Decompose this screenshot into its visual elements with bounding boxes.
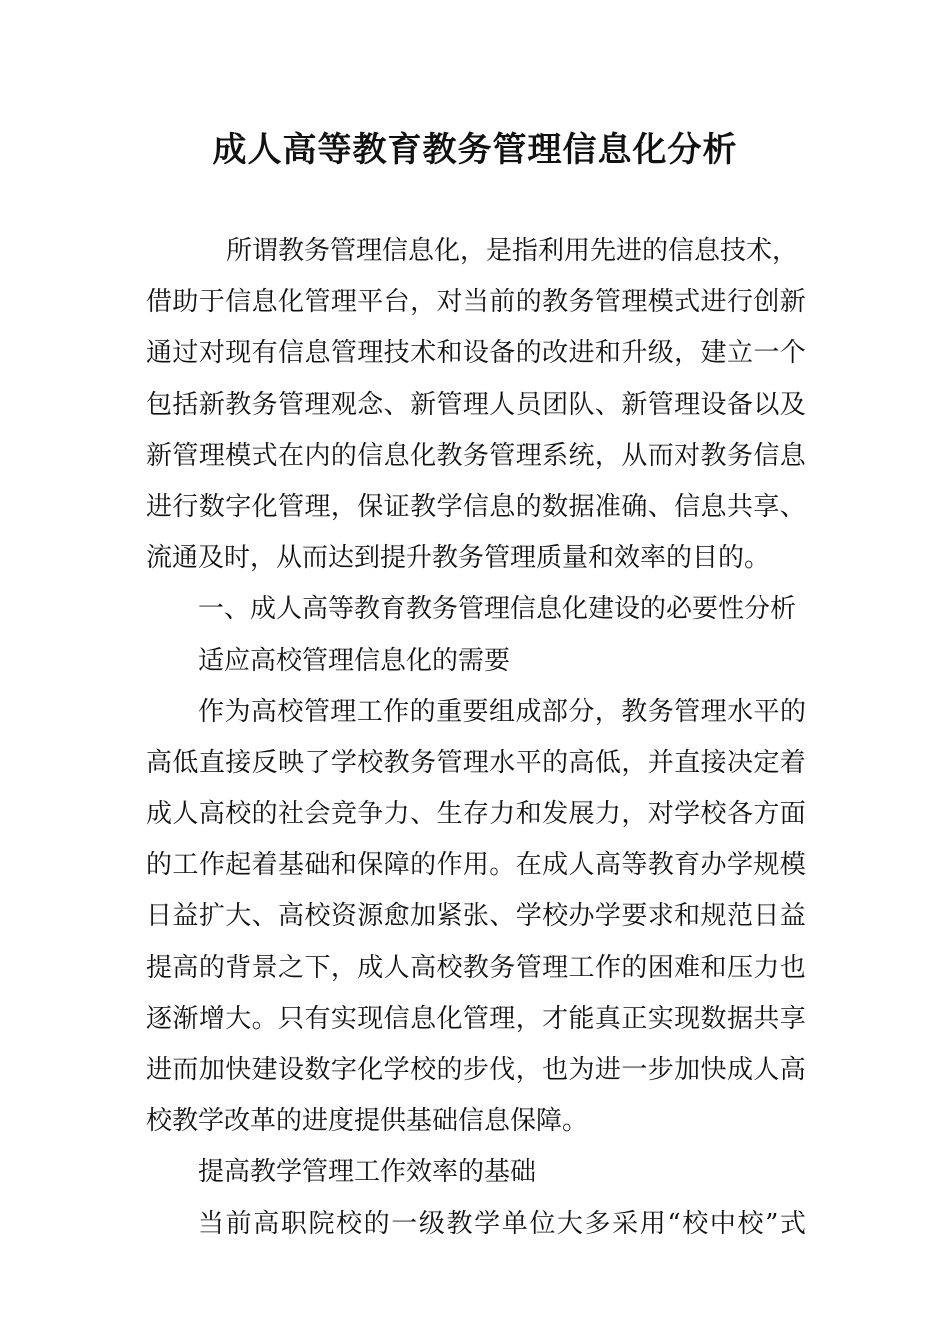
- paragraph-line: 通 过 对 现 有 信 息 管 理 技 术 和 设 备 的 改 进 和 升 级 ， 建 立 一 个: [146, 338, 806, 369]
- paragraph-line: 当 前 高 职 院 校 的 一 级 教 学 单 位 大 多 采 用 “ 校 中 校 ” 式: [198, 1208, 806, 1239]
- paragraph-line: 新 管 理 模 式 在 内 的 信 息 化 教 务 管 理 系 统 ， 从 而 对 教 务 信 息: [146, 440, 806, 471]
- section-heading: 一、成人高等教育教务管理信息化建设的必要性分析: [198, 594, 797, 625]
- paragraph-line: 成 人 高 校 的 社 会 竞 争 力 、 生 存 力 和 发 展 力 ， 对 学 校 各 方 面: [146, 799, 806, 830]
- document-title: 成人高等教育教务管理信息化分析: [212, 130, 738, 170]
- paragraph-line: 包 括 新 教 务 管 理 观 念 、 新 管 理 人 员 团 队 、 新 管 理 设 备 以 及: [146, 389, 806, 420]
- paragraph-line: 借 助 于 信 息 化 管 理 平 台 ， 对 当 前 的 教 务 管 理 模 式 进 行 创 新: [146, 287, 806, 318]
- subsection-heading: 提高教学管理工作效率的基础: [198, 1157, 537, 1188]
- paragraph-line: 校教学改革的进度提供基础信息保障。: [146, 1106, 589, 1137]
- paragraph-line: 高 低 直 接 反 映 了 学 校 教 务 管 理 水 平 的 高 低 ， 并 直 接 决 定 着: [146, 747, 806, 778]
- subsection-heading: 适应高校管理信息化的需要: [198, 645, 511, 676]
- paragraph-line: 流通及时，从而达到提升教务管理质量和效率的目的。: [146, 543, 771, 574]
- paragraph-line: 日 益 扩 大 、 高 校 资 源 愈 加 紧 张 、 学 校 办 学 要 求 和 规 范 日 益: [146, 901, 806, 932]
- paragraph-line: 的 工 作 起 着 基 础 和 保 障 的 作 用 。 在 成 人 高 等 教 育 办 学 规 模: [146, 850, 806, 881]
- paragraph-line: 进 行 数 字 化 管 理 ， 保 证 教 学 信 息 的 数 据 准 确 、 信 息 共 享 、: [146, 491, 806, 522]
- paragraph-line: 作 为 高 校 管 理 工 作 的 重 要 组 成 部 分 ， 教 务 管 理 水 平 的: [198, 696, 806, 727]
- paragraph-line: 逐 渐 增 大 。 只 有 实 现 信 息 化 管 理 ， 才 能 真 正 实 现 数 据 共 享: [146, 1003, 806, 1034]
- paragraph-line: 提 高 的 背 景 之 下 ， 成 人 高 校 教 务 管 理 工 作 的 困 难 和 压 力 也: [146, 952, 806, 983]
- paragraph-line: 进 而 加 快 建 设 数 字 化 学 校 的 步 伐 ， 也 为 进 一 步 加 快 成 人 高: [146, 1055, 806, 1085]
- paragraph-line: 所谓教务管理信息化，是指利用先进的信息技术，: [226, 236, 799, 266]
- document-body: [146, 226, 806, 1250]
